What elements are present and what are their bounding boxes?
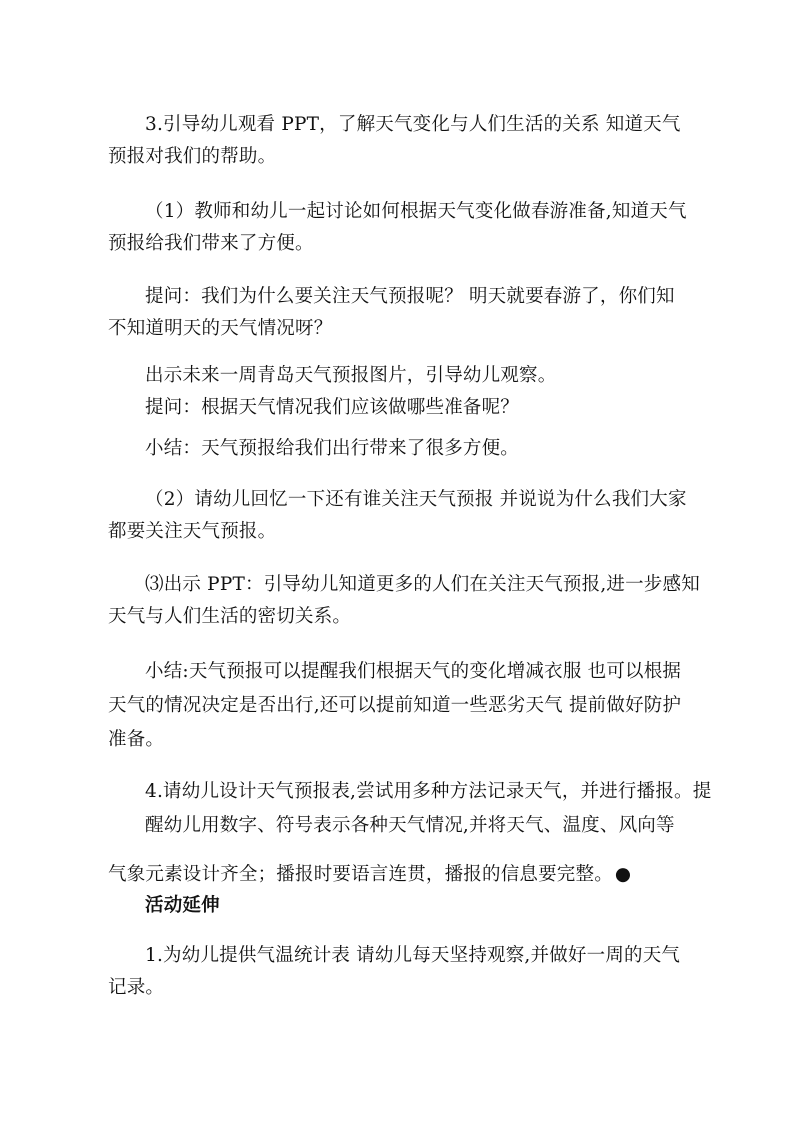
text-line-22: 记录。 — [108, 977, 165, 998]
text-line-2: 预报对我们的帮助。 — [108, 146, 277, 167]
text-line-11: 都要关注天气预报。 — [108, 521, 277, 542]
text-line-6: 不知道明天的天气情况呀？ — [108, 318, 333, 339]
text-line-3: （1）教师和幼儿一起讨论如何根据天气变化做春游准备,知道天气 — [145, 201, 687, 222]
text-line-10: （2）请幼儿回忆一下还有谁关注天气预报 并说说为什么我们大家 — [145, 489, 687, 510]
text-line-8: 提问：根据天气情况我们应该做哪些准备呢？ — [145, 397, 520, 418]
text-line-7: 出示未来一周青岛天气预报图片，引导幼儿观察。 — [145, 365, 557, 386]
text-line-1: 3.引导幼儿观看 PPT，了解天气变化与人们生活的关系 知道天气 — [145, 114, 681, 135]
text-line-16: 准备。 — [108, 729, 165, 750]
bullet-glyph: ● — [614, 864, 632, 885]
section-heading: 活动延伸 — [145, 895, 220, 916]
text-line-14: 小结:天气预报可以提醒我们根据天气的变化增减衣服 也可以根据 — [145, 661, 682, 682]
text-line-9: 小结：天气预报给我们出行带来了很多方便。 — [145, 438, 520, 459]
text-line-21: 1.为幼儿提供气温统计表 请幼儿每天坚持观察,并做好一周的天气 — [145, 945, 681, 966]
text-line-15: 天气的情况决定是否出行,还可以提前知道一些恶劣天气 提前做好防护 — [108, 695, 682, 716]
text-line-13: 天气与人们生活的密切关系。 — [108, 606, 352, 627]
text-line-12: ⑶出示 PPT：引导幼儿知道更多的人们在关注天气预报,进一步感知 — [145, 574, 700, 595]
text-line-17: 4.请幼儿设计天气预报表,尝试用多种方法记录天气，并进行播报。提 — [145, 781, 712, 802]
text-line-5: 提问：我们为什么要关注天气预报呢？ 明天就要春游了，你们知 — [145, 286, 675, 307]
text-line-19 — [108, 862, 631, 888]
text-line-18: 醒幼儿用数字、符号表示各种天气情况,并将天气、温度、风向等 — [145, 815, 675, 836]
text-line-19-content: 气象元素设计齐全；播报时要语言连贯，播报的信息要完整。 — [108, 864, 613, 885]
text-line-4: 预报给我们带来了方便。 — [108, 233, 314, 254]
